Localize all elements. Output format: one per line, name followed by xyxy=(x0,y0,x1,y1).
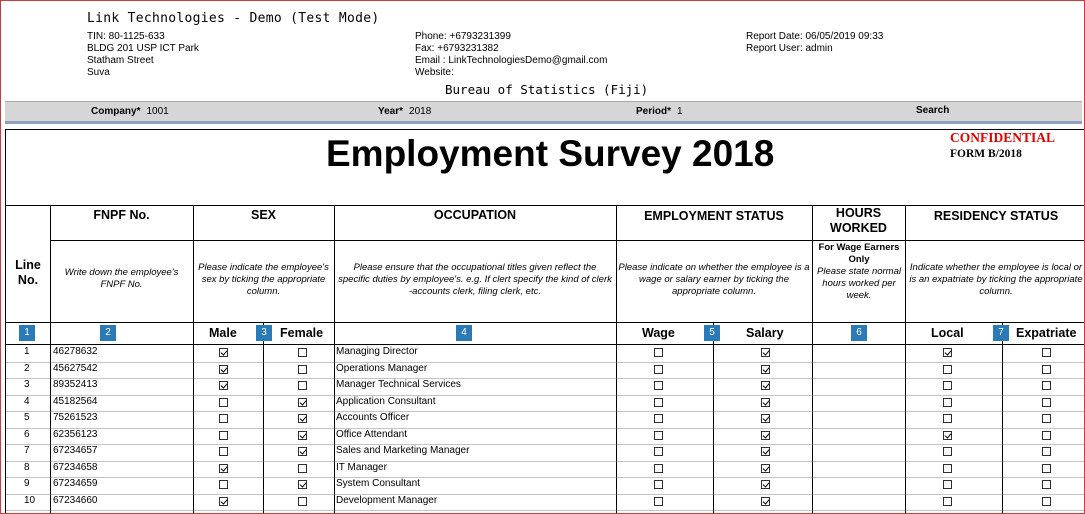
male-checkbox[interactable] xyxy=(219,381,228,390)
line-number: 9 xyxy=(24,478,30,489)
col-header-employment-status: EMPLOYMENT STATUS xyxy=(644,209,784,223)
female-checkbox[interactable] xyxy=(298,447,307,456)
female-checkbox[interactable] xyxy=(298,414,307,423)
local-checkbox[interactable] xyxy=(943,480,952,489)
occupation-value[interactable]: Application Consultant xyxy=(336,395,436,407)
wage-checkbox[interactable] xyxy=(654,348,663,357)
row-divider xyxy=(6,411,1085,412)
subheader-wage: Wage xyxy=(642,326,675,340)
col-header-hours-worked: HOURS WORKED xyxy=(830,206,887,235)
instruction-hours-text: Please state normal hours worked per week. xyxy=(817,266,901,301)
report-meta xyxy=(746,31,883,55)
company-contact xyxy=(415,31,607,79)
expatriate-checkbox[interactable] xyxy=(1042,365,1051,374)
grid-line xyxy=(616,205,617,514)
wage-checkbox[interactable] xyxy=(654,447,663,456)
occupation-value[interactable]: Office Attendant xyxy=(336,428,407,440)
local-checkbox[interactable] xyxy=(943,398,952,407)
expatriate-checkbox[interactable] xyxy=(1042,414,1051,423)
row-divider xyxy=(6,444,1085,445)
line-number: 10 xyxy=(24,494,36,506)
fnpf-number[interactable]: 67234660 xyxy=(53,494,98,506)
fnpf-number[interactable]: 45182564 xyxy=(53,395,98,407)
female-checkbox[interactable] xyxy=(298,381,307,390)
local-checkbox[interactable] xyxy=(943,365,952,374)
expatriate-checkbox[interactable] xyxy=(1042,464,1051,473)
wage-checkbox[interactable] xyxy=(654,414,663,423)
subheader-salary: Salary xyxy=(746,326,784,340)
company-filter[interactable]: Company* 1001 xyxy=(91,106,169,117)
male-checkbox[interactable] xyxy=(219,431,228,440)
row-divider xyxy=(6,362,1085,363)
female-checkbox[interactable] xyxy=(298,398,307,407)
grid-line xyxy=(6,344,1085,345)
survey-form xyxy=(5,129,1085,514)
grid-line xyxy=(334,205,335,514)
salary-checkbox[interactable] xyxy=(761,365,770,374)
year-filter[interactable]: Year* 2018 xyxy=(378,106,432,117)
grid-line xyxy=(905,205,906,514)
grid-line xyxy=(6,205,1085,206)
instruction-residency: Indicate whether the employee is local or is an expatriate by ticking the appropriate column. xyxy=(909,262,1083,297)
column-number-6: 6 xyxy=(851,325,867,341)
grid-line xyxy=(6,322,1085,323)
grid-line xyxy=(1002,322,1003,514)
subheader-local: Local xyxy=(931,326,964,340)
grid-line xyxy=(713,322,714,514)
column-number-1: 1 xyxy=(19,325,35,341)
company-address-line3: Suva xyxy=(87,67,110,78)
company-address-line2: Statham Street xyxy=(87,55,154,66)
grid-line xyxy=(193,205,194,514)
row-divider xyxy=(6,510,1085,511)
fnpf-number[interactable]: 75261523 xyxy=(53,412,98,423)
local-checkbox[interactable] xyxy=(943,464,952,473)
search-button[interactable]: Search xyxy=(916,105,950,116)
salary-checkbox[interactable] xyxy=(761,414,770,423)
salary-checkbox[interactable] xyxy=(761,381,770,390)
line-number: 1 xyxy=(24,346,30,357)
form-number: FORM B/2018 xyxy=(950,148,1022,160)
instruction-fnpf: Write down the employee's FNPF No. xyxy=(64,267,179,290)
fnpf-number[interactable]: 46278632 xyxy=(53,346,98,357)
fnpf-number[interactable]: 67234657 xyxy=(53,445,98,456)
wage-checkbox[interactable] xyxy=(654,381,663,390)
expatriate-checkbox[interactable] xyxy=(1042,497,1051,506)
wage-checkbox[interactable] xyxy=(654,431,663,440)
local-checkbox[interactable] xyxy=(943,497,952,506)
male-checkbox[interactable] xyxy=(219,365,228,374)
local-checkbox[interactable] xyxy=(943,414,952,423)
filter-bar xyxy=(5,101,1082,124)
local-checkbox[interactable] xyxy=(943,447,952,456)
period-filter[interactable]: Period* 1 xyxy=(636,106,683,117)
company-filter-value[interactable]: 1001 xyxy=(146,106,169,117)
wage-checkbox[interactable] xyxy=(654,464,663,473)
occupation-value[interactable]: System Consultant xyxy=(336,478,420,489)
male-checkbox[interactable] xyxy=(219,480,228,489)
female-checkbox[interactable] xyxy=(298,464,307,473)
female-checkbox[interactable] xyxy=(298,365,307,374)
col-header-residency-status: RESIDENCY STATUS xyxy=(933,209,1059,223)
female-checkbox[interactable] xyxy=(298,480,307,489)
female-checkbox[interactable] xyxy=(298,431,307,440)
line-number: 2 xyxy=(24,362,30,374)
company-details xyxy=(87,31,199,79)
row-divider xyxy=(6,494,1085,495)
occupation-value[interactable]: Development Manager xyxy=(336,494,438,506)
expatriate-checkbox[interactable] xyxy=(1042,381,1051,390)
row-divider xyxy=(6,477,1085,478)
occupation-value[interactable]: Managing Director xyxy=(336,346,418,357)
occupation-value[interactable]: Manager Technical Services xyxy=(336,379,461,390)
expatriate-checkbox[interactable] xyxy=(1042,431,1051,440)
col-header-sex: SEX xyxy=(250,208,276,222)
fnpf-number[interactable]: 62356123 xyxy=(53,428,98,440)
male-checkbox[interactable] xyxy=(219,447,228,456)
fnpf-number[interactable]: 67234658 xyxy=(53,461,98,473)
company-name: Link Technologies - Demo (Test Mode) xyxy=(87,11,380,26)
wage-checkbox[interactable] xyxy=(654,365,663,374)
wage-checkbox[interactable] xyxy=(654,497,663,506)
report-user: Report User: admin xyxy=(746,43,833,54)
instruction-hours xyxy=(815,242,903,302)
company-email: Email : LinkTechnologiesDemo@gmail.com xyxy=(415,55,608,66)
row-divider xyxy=(6,378,1085,379)
period-filter-label: Period xyxy=(636,106,668,117)
local-checkbox[interactable] xyxy=(943,348,952,357)
subheader-expatriate: Expatriate xyxy=(1016,326,1077,340)
occupation-value[interactable]: Sales and Marketing Manager xyxy=(336,445,470,456)
salary-checkbox[interactable] xyxy=(761,431,770,440)
year-filter-value[interactable]: 2018 xyxy=(409,106,432,117)
male-checkbox[interactable] xyxy=(219,414,228,423)
fnpf-number[interactable]: 45627542 xyxy=(53,362,98,374)
col-header-occupation: OCCUPATION xyxy=(433,208,517,222)
column-number-3: 3 xyxy=(256,325,272,341)
wage-checkbox[interactable] xyxy=(654,398,663,407)
expatriate-checkbox[interactable] xyxy=(1042,348,1051,357)
instruction-sex: Please indicate the employee's sex by ticking the appropriate column. xyxy=(198,262,329,297)
company-phone: Phone: +6793231399 xyxy=(415,31,511,42)
year-filter-label: Year xyxy=(378,106,400,117)
occupation-value[interactable]: Operations Manager xyxy=(336,362,428,374)
instruction-employment-status: Please indicate on whether the employee is a wage or salary earner by ticking the appropriate column. xyxy=(618,262,810,297)
subheader-female: Female xyxy=(280,326,324,340)
col-header-fnpf: FNPF No. xyxy=(93,208,150,222)
company-tin: TIN: 80-1125-633 xyxy=(87,31,165,42)
male-checkbox[interactable] xyxy=(219,348,228,357)
grid-line xyxy=(812,205,813,514)
survey-title: Employment Survey 2018 xyxy=(326,133,775,174)
line-number: 7 xyxy=(24,445,30,456)
occupation-value[interactable]: Accounts Officer xyxy=(336,412,410,423)
column-number-2: 2 xyxy=(100,325,116,341)
company-fax: Fax: +6793231382 xyxy=(415,43,499,54)
row-divider xyxy=(6,461,1085,462)
report-date: Report Date: 06/05/2019 09:33 xyxy=(746,31,884,42)
salary-checkbox[interactable] xyxy=(761,348,770,357)
col-header-line-no: Line No. xyxy=(15,258,41,287)
company-filter-label: Company xyxy=(91,106,137,117)
female-checkbox[interactable] xyxy=(298,348,307,357)
male-checkbox[interactable] xyxy=(219,497,228,506)
column-number-4: 4 xyxy=(456,325,472,341)
wage-checkbox[interactable] xyxy=(654,480,663,489)
column-number-5: 5 xyxy=(704,325,720,341)
grid-line xyxy=(263,322,264,514)
local-checkbox[interactable] xyxy=(943,431,952,440)
column-number-7: 7 xyxy=(993,325,1009,341)
male-checkbox[interactable] xyxy=(219,398,228,407)
company-website: Website: xyxy=(415,67,454,78)
subheader-male: Male xyxy=(209,326,237,340)
expatriate-checkbox[interactable] xyxy=(1042,398,1051,407)
salary-checkbox[interactable] xyxy=(761,398,770,407)
confidential-label: CONFIDENTIAL xyxy=(950,130,1056,145)
salary-checkbox[interactable] xyxy=(761,464,770,473)
line-number: 3 xyxy=(24,379,30,390)
line-number: 8 xyxy=(24,461,30,473)
row-divider xyxy=(6,395,1085,396)
company-address-line1: BLDG 201 USP ICT Park xyxy=(87,43,199,54)
line-number: 5 xyxy=(24,412,30,423)
occupation-value[interactable]: IT Manager xyxy=(336,461,387,473)
expatriate-checkbox[interactable] xyxy=(1042,447,1051,456)
local-checkbox[interactable] xyxy=(943,381,952,390)
row-divider xyxy=(6,428,1085,429)
fnpf-number[interactable]: 89352413 xyxy=(53,379,98,390)
instruction-occupation: Please ensure that the occupational titles given reflect the specific duties by employee's. e.g. If clert specify the kind of clerk -accounts clerk, filing clerk, etc. xyxy=(338,262,612,297)
female-checkbox[interactable] xyxy=(298,497,307,506)
line-number: 6 xyxy=(24,428,30,440)
instruction-hours-bold: For Wage Earners Only xyxy=(818,242,900,265)
male-checkbox[interactable] xyxy=(219,464,228,473)
salary-checkbox[interactable] xyxy=(761,497,770,506)
expatriate-checkbox[interactable] xyxy=(1042,480,1051,489)
bureau-title: Bureau of Statistics (Fiji) xyxy=(445,82,649,97)
line-number: 4 xyxy=(24,395,30,407)
salary-checkbox[interactable] xyxy=(761,480,770,489)
salary-checkbox[interactable] xyxy=(761,447,770,456)
period-filter-value[interactable]: 1 xyxy=(677,106,683,117)
grid-line xyxy=(51,240,1085,241)
fnpf-number[interactable]: 67234659 xyxy=(53,478,98,489)
grid-line xyxy=(50,205,51,514)
